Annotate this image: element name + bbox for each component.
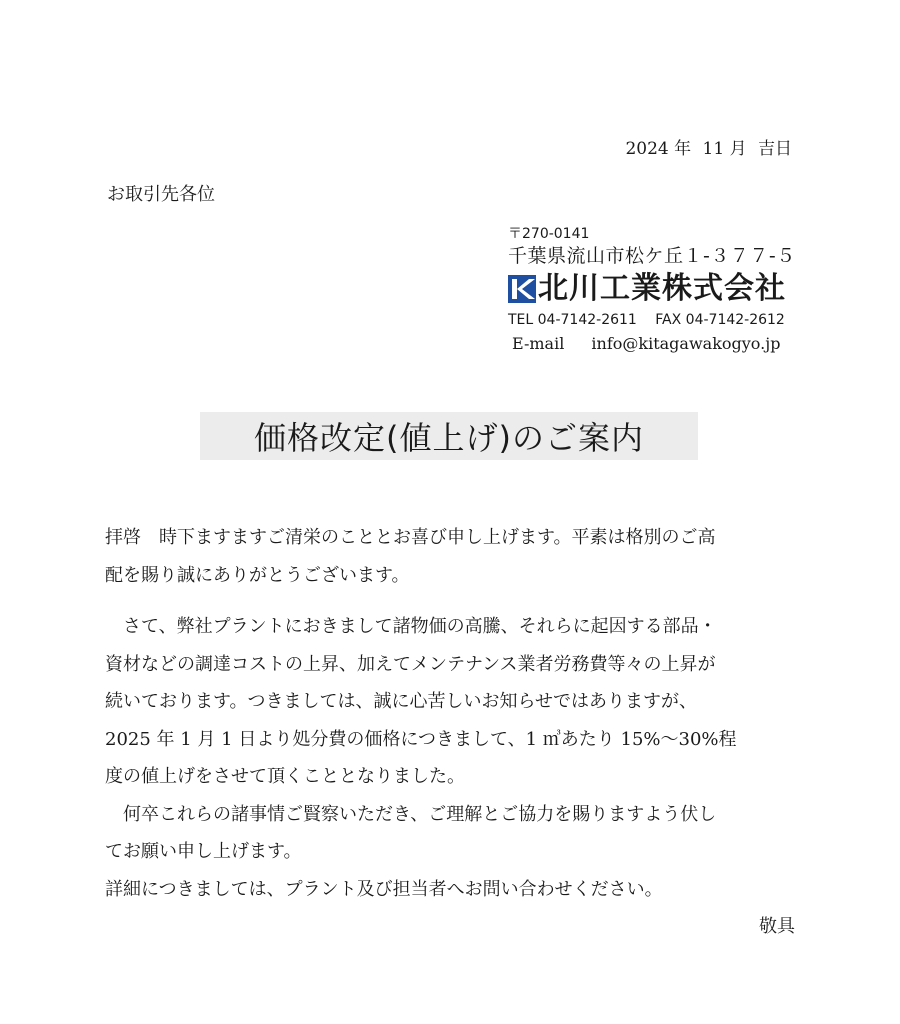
letter-body xyxy=(105,519,795,946)
body-line: 配を賜り誠にありがとうございます。 xyxy=(105,564,410,586)
postal-code: 〒270-0141 xyxy=(508,226,590,242)
tel-number: TEL 04-7142-2611 xyxy=(508,312,637,328)
title-text: 価格改定(値上げ)のご案内 xyxy=(254,419,644,457)
date-day: 吉日 xyxy=(758,139,792,159)
fax-number: FAX 04-7142-2612 xyxy=(655,312,785,328)
body-line: 詳細につきましては、プラント及び担当者へお問い合わせください。 xyxy=(105,878,663,900)
body-line: 2025 年 1 月 1 日より処分費の価格につきまして、1 ㎥あたり 15%～30%程 xyxy=(105,728,737,750)
date-month: 11 月 xyxy=(702,139,747,159)
body-line: てお願い申し上げます。 xyxy=(105,841,302,862)
contact-phone-row xyxy=(508,312,796,328)
body-line: 続いております。つきましては、誠に心苦しいお知らせではありますが、 xyxy=(105,691,698,712)
contact-email-row xyxy=(508,334,796,353)
company-logo-icon xyxy=(508,275,536,303)
company-row xyxy=(508,272,796,306)
recipient: お取引先各位 xyxy=(107,184,215,205)
closing-keigu: 敬具 xyxy=(759,916,795,937)
body-line: 何卒これらの諸事情ご賢察いただき、ご理解とご協力を賜りますよう伏し xyxy=(105,803,717,825)
letter-date xyxy=(625,134,792,159)
sender-address: 千葉県流山市松ケ丘１-３７７-５ xyxy=(508,245,796,267)
company-name: 北川工業株式会社 xyxy=(538,271,786,306)
body-line: 資材などの調達コストの上昇、加えてメンテナンス業者労務費等々の上昇が xyxy=(105,653,716,675)
body-line: 拝啓 時下ますますご清栄のこととお喜び申し上げます。平素は格別のご高 xyxy=(105,527,716,548)
sender-block xyxy=(508,226,796,353)
email-label: E-mail xyxy=(512,334,565,353)
body-line: さて、弊社プラントにおきまして諸物価の高騰、それらに起因する部品・ xyxy=(105,616,717,637)
body-line: 度の値上げをさせて頂くこととなりました。 xyxy=(105,766,465,787)
document-title xyxy=(200,412,698,460)
date-year: 2024 年 xyxy=(625,139,692,159)
email-address: info@kitagawakogyo.jp xyxy=(591,334,781,353)
